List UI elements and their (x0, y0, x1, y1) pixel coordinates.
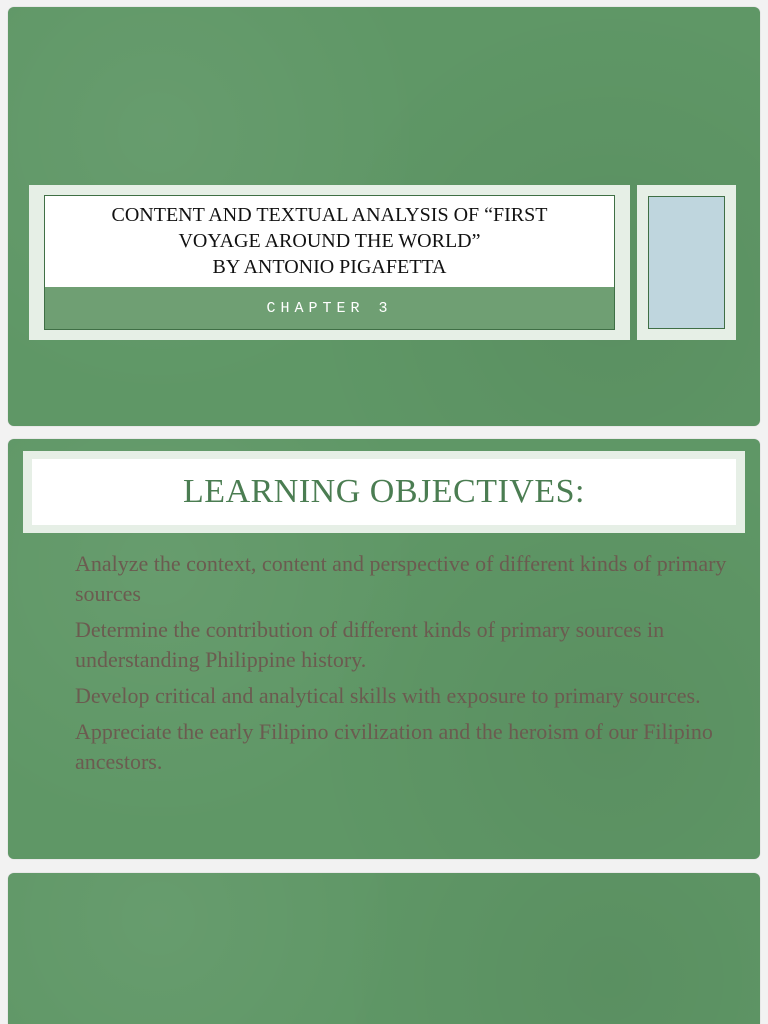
objective-item: Appreciate the early Filipino civilization and the heroism of our Filipino ancestors. (75, 719, 713, 774)
title-card (29, 185, 630, 340)
title-line-2: VOYAGE AROUND THE WORLD” (178, 230, 481, 252)
slide-next (8, 873, 760, 1024)
title-line-1: CONTENT AND TEXTUAL ANALYSIS OF “FIRST (111, 204, 548, 226)
objective-item: Determine the contribution of different kinds of primary sources in understanding Philippine history. (75, 617, 665, 672)
title-card-inner (44, 195, 615, 330)
objectives-header (23, 451, 745, 533)
title-line-3: BY ANTONIO PIGAFETTA (212, 256, 447, 278)
objectives-heading: LEARNING OBJECTIVES: (183, 473, 585, 510)
slide-title-text (45, 196, 614, 286)
slide-title (8, 7, 760, 426)
subtitle-text: CHAPTER 3 (266, 299, 393, 317)
accent-card (637, 185, 736, 340)
objective-item: Develop critical and analytical skills with exposure to primary sources. (75, 683, 701, 708)
objective-item: Analyze the context, content and perspective of different kinds of primary sources (75, 551, 727, 606)
subtitle-bar (45, 287, 614, 329)
slide-objectives (8, 439, 760, 859)
accent-box (648, 196, 725, 329)
objectives-list (75, 549, 735, 783)
objectives-header-inner (32, 459, 736, 525)
